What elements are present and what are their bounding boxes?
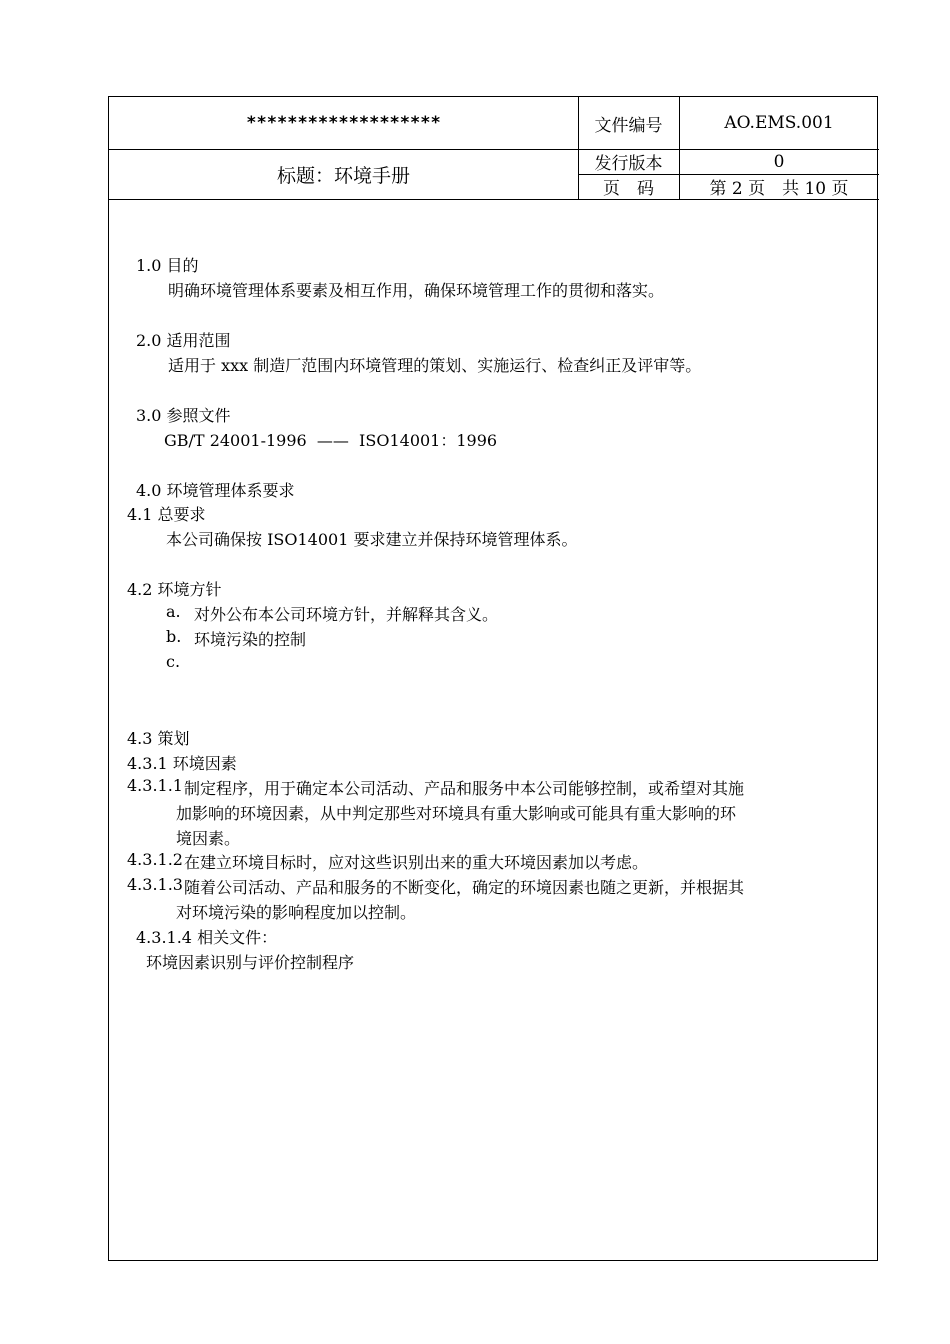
document-frame	[108, 96, 878, 1261]
paragraph: GB/T 24001-1996 —— ISO14001：1996	[164, 431, 498, 450]
list-item: 环境污染的控制	[194, 630, 307, 649]
company-name: *******************	[246, 113, 441, 133]
clause-text: 境因素。	[176, 829, 241, 848]
page-label: 页 码	[603, 179, 654, 199]
header-bottom-border	[109, 199, 879, 200]
paragraph: 明确环境管理体系要素及相互作用，确保环境管理工作的贯彻和落实。	[168, 281, 665, 300]
list-item: 对外公布本公司环境方针，并解释其含义。	[194, 605, 499, 624]
clause-number: 4.3.1.2	[127, 850, 183, 869]
clause-text: 对环境污染的影响程度加以控制。	[176, 903, 417, 922]
clause-text: 随着公司活动、产品和服务的不断变化，确定的环境因素也随之更新，并根据其	[184, 878, 745, 897]
subsection-heading: 4.1 总要求	[127, 505, 206, 524]
version-label: 发行版本	[594, 154, 663, 174]
paragraph: 环境因素识别与评价控制程序	[146, 953, 355, 972]
section-heading: 4.0 环境管理体系要求	[136, 481, 295, 500]
doc-number-value: AO.EMS.001	[724, 113, 834, 133]
subsection-heading: 4.3 策划	[127, 729, 190, 748]
section-heading: 3.0 参照文件	[136, 406, 231, 425]
document-title: 标题：环境手册	[276, 164, 410, 187]
clause-text: 在建立环境目标时，应对这些识别出来的重大环境因素加以考虑。	[184, 853, 649, 872]
section-heading: 1.0 目的	[136, 256, 199, 275]
subsection-heading: 4.3.1 环境因素	[127, 754, 237, 773]
section-heading: 2.0 适用范围	[136, 331, 231, 350]
version-value: 0	[773, 151, 785, 172]
clause-number: 4.3.1.3	[127, 875, 183, 894]
list-item-marker: c.	[166, 652, 181, 671]
subsection-heading: 4.2 环境方针	[127, 580, 222, 599]
list-item-marker: a.	[166, 602, 181, 621]
clause-number: 4.3.1.1	[127, 776, 183, 795]
clause-text: 制定程序，用于确定本公司活动、产品和服务中本公司能够控制，或希望对其施	[184, 779, 745, 798]
clause-heading: 4.3.1.4 相关文件：	[136, 928, 278, 947]
paragraph: 本公司确保按 ISO14001 要求建立并保持环境管理体系。	[166, 530, 578, 549]
doc-number-label: 文件编号	[594, 115, 663, 136]
clause-text: 加影响的环境因素，从中判定那些对环境具有重大影响或可能具有重大影响的环	[176, 804, 737, 823]
list-item-marker: b.	[166, 627, 182, 646]
paragraph: 适用于 xxx 制造厂范围内环境管理的策划、实施运行、检查纠正及评审等。	[168, 356, 702, 375]
page-value: 第 2 页 共 10 页	[709, 179, 849, 199]
